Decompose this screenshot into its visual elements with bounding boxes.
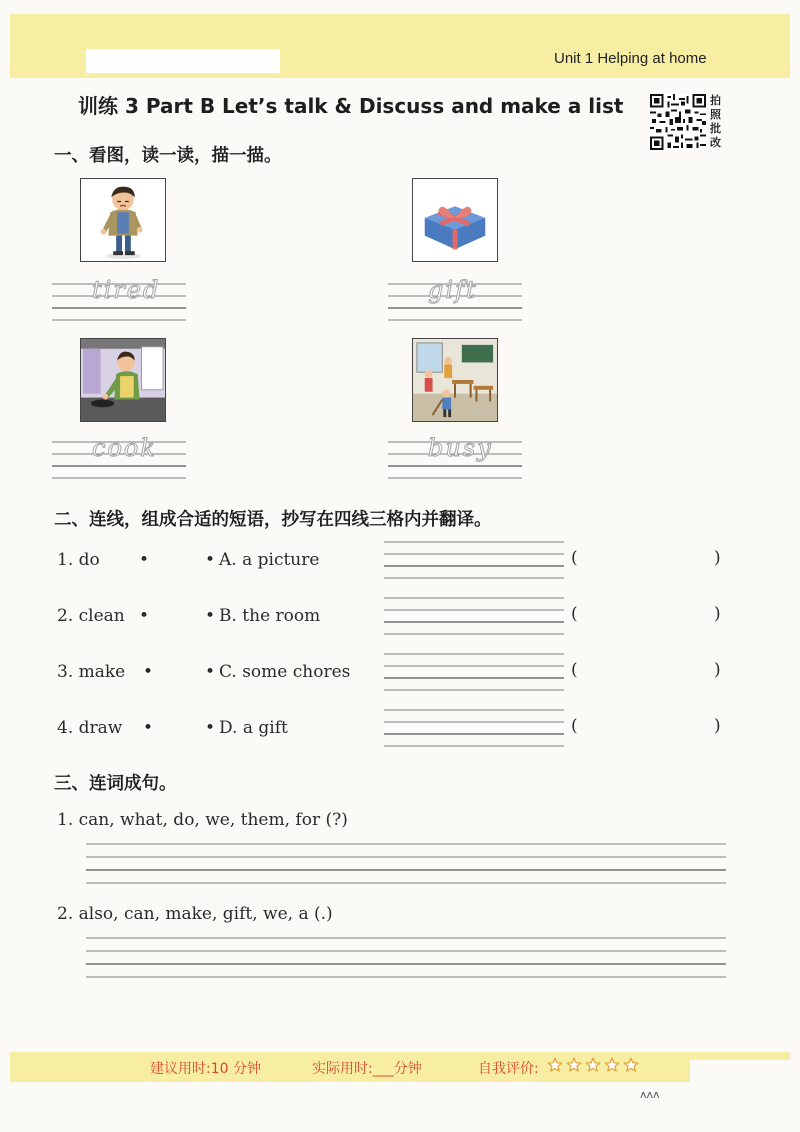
open-paren: ( [571, 548, 578, 568]
section-2-heading: 二、连线，组成合适的短语，抄写在四线三格内并翻译。 [54, 510, 492, 530]
trace-word: tired [92, 276, 161, 304]
match-dot[interactable]: • [143, 662, 154, 682]
qr-side-char: 批 [710, 122, 721, 135]
answer-four-line[interactable] [86, 936, 726, 980]
kids-cleaning-classroom-icon [412, 338, 498, 422]
trace-word: gift [428, 276, 478, 304]
sentence-question: 2. also, can, make, gift, we, a (.) [57, 904, 333, 924]
corner-blank [690, 1060, 790, 1120]
self-evaluation-stars [547, 1057, 642, 1075]
qr-side-char: 照 [710, 108, 721, 121]
match-dot[interactable]: • [143, 718, 154, 738]
four-line-grid [52, 434, 186, 480]
scan-to-grade-label [710, 94, 726, 150]
close-paren: ) [714, 604, 721, 624]
suggested-time: 建议用时:10 分钟 [150, 1061, 261, 1077]
match-dot[interactable]: • [205, 718, 216, 738]
trace-word: cook [92, 434, 157, 462]
star-icon[interactable] [623, 1057, 639, 1073]
answer-four-line[interactable] [384, 540, 564, 580]
match-right-item: C. some chores [219, 662, 351, 682]
four-line-grid [388, 276, 522, 322]
trace-word: busy [428, 434, 493, 462]
four-line-grid [52, 276, 186, 322]
section-3-heading: 三、连词成句。 [54, 774, 177, 794]
match-dot[interactable]: • [205, 606, 216, 626]
page-scribble: ᴧᴧᴧ [640, 1088, 660, 1101]
page-title: 训练 3 Part B Let’s talk & Discuss and make a list [78, 94, 624, 118]
qr-side-char: 改 [710, 136, 721, 149]
close-paren: ) [714, 660, 721, 680]
match-left-item: 4. draw [57, 718, 123, 738]
match-right-item: A. a picture [219, 550, 320, 570]
top-banner-blank [86, 49, 280, 73]
close-paren: ) [714, 716, 721, 736]
match-dot[interactable]: • [205, 662, 216, 682]
sentence-question: 1. can, what, do, we, them, for (?) [57, 810, 348, 830]
answer-four-line[interactable] [384, 652, 564, 692]
match-right-item: B. the room [219, 606, 321, 626]
qr-code-icon[interactable] [650, 94, 706, 150]
open-paren: ( [571, 716, 578, 736]
close-paren: ) [714, 548, 721, 568]
match-left-item: 2. clean [57, 606, 125, 626]
man-cooking-icon [80, 338, 166, 422]
gift-box-icon [412, 178, 498, 262]
unit-label: Unit 1 Helping at home [554, 50, 707, 67]
star-icon[interactable] [604, 1057, 620, 1073]
answer-four-line[interactable] [86, 842, 726, 886]
star-icon[interactable] [585, 1057, 601, 1073]
answer-four-line[interactable] [384, 596, 564, 636]
star-icon[interactable] [547, 1057, 563, 1073]
open-paren: ( [571, 604, 578, 624]
match-dot[interactable]: • [139, 550, 150, 570]
match-dot[interactable]: • [139, 606, 150, 626]
match-left-item: 3. make [57, 662, 126, 682]
four-line-grid [388, 434, 522, 480]
answer-four-line[interactable] [384, 708, 564, 748]
actual-time: 实际用时:___分钟 [312, 1061, 422, 1077]
match-dot[interactable]: • [205, 550, 216, 570]
match-right-item: D. a gift [219, 718, 288, 738]
qr-side-char: 拍 [710, 94, 721, 107]
star-icon[interactable] [566, 1057, 582, 1073]
boy-tired-icon [80, 178, 166, 262]
self-evaluation-label: 自我评价: [478, 1061, 539, 1077]
open-paren: ( [571, 660, 578, 680]
match-left-item: 1. do [57, 550, 100, 570]
section-1-heading: 一、看图，读一读，描一描。 [54, 146, 282, 166]
